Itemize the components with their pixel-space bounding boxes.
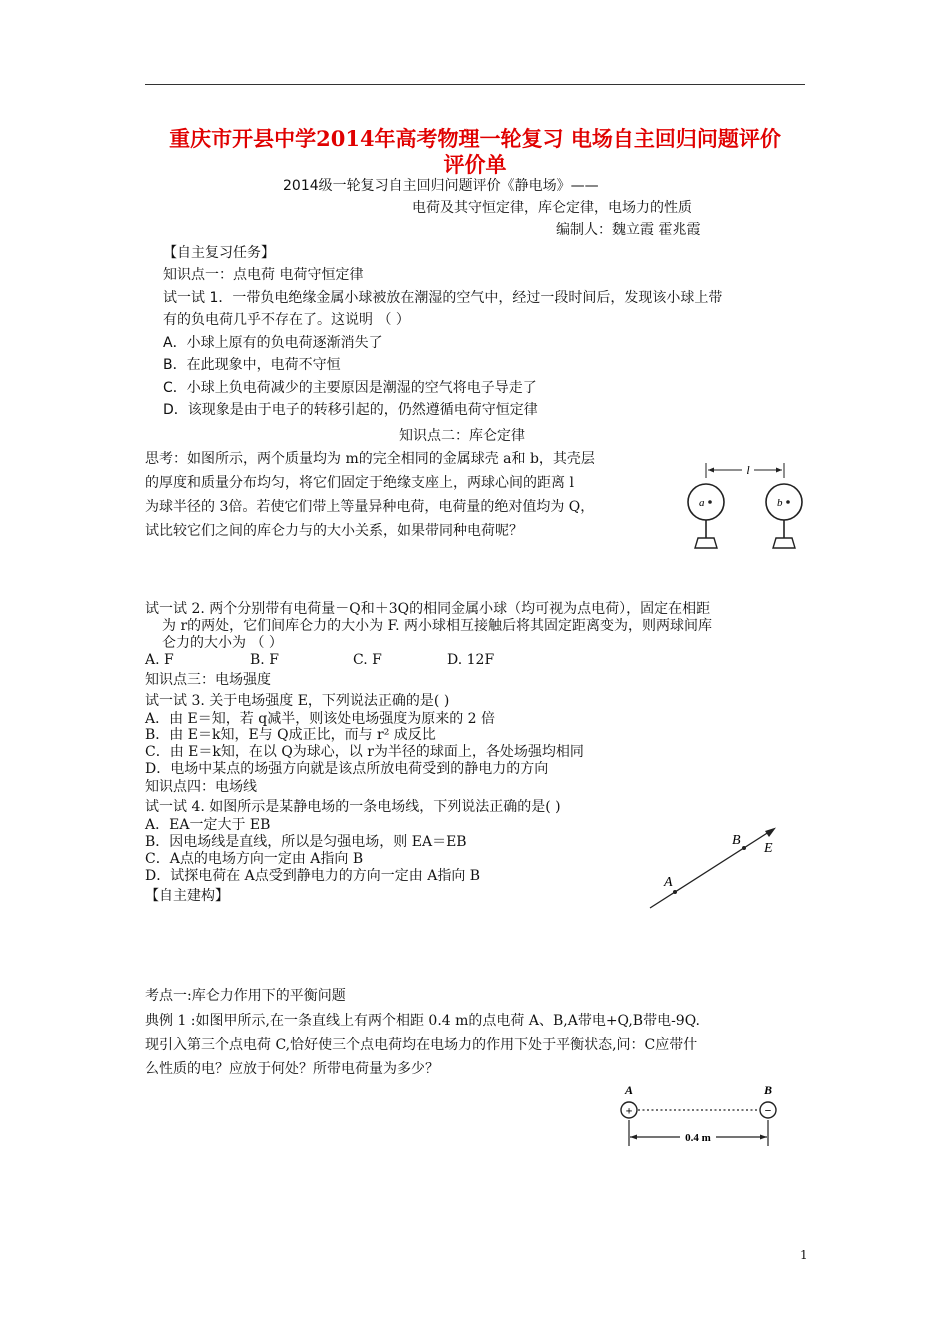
q4-option-d: D．试探电荷在 A点受到静电力的方向一定由 A指向 B (145, 868, 481, 884)
q4-option-a: A．EA一定大于 EB (145, 817, 271, 833)
shell-a-label: a (699, 497, 705, 509)
example-line-1: 典例 1 :如图甲所示,在一条直线上有两个相距 0.4 m的点电荷 A、B,A带电+Q,B带电-9Q. (145, 1013, 700, 1029)
charge-b-label: B (764, 1083, 773, 1097)
author-line: 编制人：魏立霞 霍兆霞 (556, 222, 701, 238)
think-line-3: 为球半径的 3倍。若使它们带上等量异种电荷，电荷量的绝对值均为 Q， (145, 499, 595, 515)
charges-figure (612, 1080, 784, 1148)
q4-stem: 试一试 4. 如图所示是某静电场的一条电场线，下列说法正确的是( ) (145, 799, 561, 815)
charge-b-sign: − (764, 1103, 772, 1118)
q4-option-c: C．A点的电场方向一定由 A指向 B (145, 851, 364, 867)
distance-label-l: l (746, 463, 750, 477)
q3-option-b: B．由 E＝k知，E与 Q成正比，而与 r² 成反比 (145, 727, 436, 743)
q3-option-d: D．电场中某点的场强方向就是该点所放电荷受到的静电力的方向 (145, 761, 549, 777)
q3-option-a: A．由 E＝知，若 q减半，则该处电场强度为原来的 2 倍 (145, 711, 495, 727)
q2-line-2: 为 r的两处，它们间库仑力的大小为 F. 两小球相互接触后将其固定距离变为，则两球间库 (162, 618, 713, 634)
title-line-1: 重庆市开县中学2014年高考物理一轮复习 电场自主回归问题评价 (169, 126, 781, 151)
field-e-label: E (764, 841, 773, 856)
shells-figure (672, 458, 822, 556)
page-number: 1 (800, 1248, 808, 1262)
point-a-label: A (664, 875, 673, 890)
example-line-2: 现引入第三个点电荷 C,恰好使三个点电荷均在电场力的作用下处于平衡状态,问：C应带什 (145, 1037, 698, 1053)
subtitle: 2014级一轮复习自主回归问题评价《静电场》—— (283, 178, 599, 194)
charge-a-label: A (625, 1083, 634, 1097)
field-line-figure (640, 820, 790, 912)
build-heading: 【自主建构】 (145, 888, 229, 904)
q2-option-a: A. F (145, 652, 174, 668)
point-b-label: B (732, 833, 741, 848)
q2-line-3: 仑力的大小为 （ ） (162, 635, 283, 651)
kp2-title: 知识点二：库仑定律 (399, 428, 525, 444)
q2-option-b: B. F (250, 652, 279, 668)
kp1-title: 知识点一：点电荷 电荷守恒定律 (163, 267, 364, 283)
q3-stem: 试一试 3. 关于电场强度 E，下列说法正确的是( ) (145, 693, 450, 709)
exam-point-title: 考点一:库仑力作用下的平衡问题 (145, 988, 346, 1004)
topics-line: 电荷及其守恒定律，库仑定律，电场力的性质 (412, 200, 692, 216)
q2-option-d: D. 12F (447, 652, 495, 668)
think-line-2: 的厚度和质量分布均匀，将它们固定于绝缘支座上，两球心间的距离 l (145, 475, 574, 491)
title-line-2: 评价单 (443, 152, 507, 177)
kp4-title: 知识点四：电场线 (145, 779, 257, 795)
think-line-1: 思考：如图所示，两个质量均为 m的完全相同的金属球壳 a和 b，其壳层 (145, 451, 595, 467)
q3-option-c: C．由 E＝k知，在以 Q为球心，以 r为半径的球面上，各处场强均相同 (145, 744, 584, 760)
q2-option-c: C. F (353, 652, 382, 668)
q1-line-1: 试一试 1．一带负电绝缘金属小球被放在潮湿的空气中，经过一段时间后，发现该小球上带 (163, 290, 723, 306)
q1-option-b: B．在此现象中，电荷不守恒 (163, 357, 341, 373)
distance-label: 0.4 m (685, 1132, 711, 1144)
think-line-4: 试比较它们之间的库仑力与的大小关系，如果带同种电荷呢？ (145, 523, 523, 539)
q1-option-d: D．该现象是由于电子的转移引起的，仍然遵循电荷守恒定律 (163, 402, 538, 418)
q4-option-b: B．因电场线是直线，所以是匀强电场，则 EA＝EB (145, 834, 467, 850)
task-heading: 【自主复习任务】 (163, 245, 275, 261)
example-line-3: 么性质的电？应放于何处？所带电荷量为多少？ (145, 1061, 439, 1077)
q1-option-c: C．小球上负电荷减少的主要原因是潮湿的空气将电子导走了 (163, 380, 537, 396)
charge-a-sign: + (625, 1103, 633, 1118)
q1-option-a: A．小球上原有的负电荷逐渐消失了 (163, 335, 383, 351)
q1-line-2: 有的负电荷几乎不存在了。这说明 （ ） (163, 312, 410, 328)
shell-b-label: b (777, 497, 783, 509)
kp3-title: 知识点三：电场强度 (145, 672, 271, 688)
header-rule (145, 84, 805, 85)
q2-line-1: 试一试 2. 两个分别带有电荷量－Q和＋3Q的相同金属小球（均可视为点电荷），固定在相距 (145, 601, 711, 617)
